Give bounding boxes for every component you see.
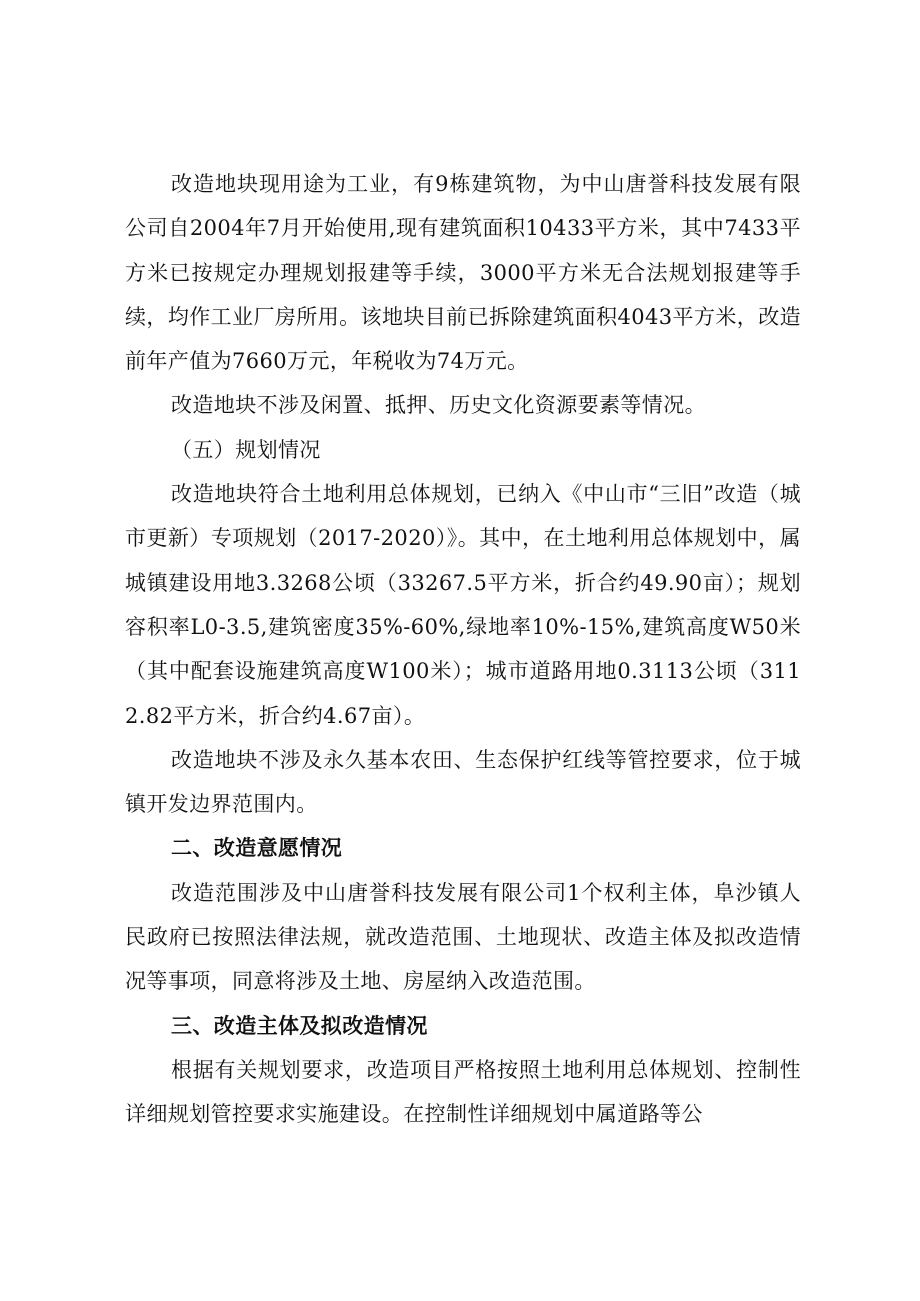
heading-subject: 三、改造主体及拟改造情况 [171, 1013, 428, 1038]
paragraph-willingness: 改造范围涉及中山唐誉科技发展有限公司1个权利主体，阜沙镇人民政府已按照法律法规，就改造范围、土地现状、改造主体及拟改造情况等事项，同意将涉及土地、房屋纳入改造范围。 [125, 880, 801, 994]
document-page [125, 162, 801, 1137]
paragraph-planning: 改造地块符合土地利用总体规划，已纳入《中山市“三旧”改造（城市更新）专项规划（2017-2020）》。其中，在土地利用总体规划中，属城镇建设用地3.3268公顷（33267.5平方米，折合约49.90亩）；规划容积率L0-3.5,建筑密度35%-60%,绿地率10%-15%,建筑高度W50米（其中配套设施建筑高度W100米）；城市道路用地0.3113公顷（3112.82平方米，折合约4.67亩）。 [125, 482, 801, 728]
paragraph-no-idle: 改造地块不涉及闲置、抵押、历史文化资源要素等情况。 [171, 393, 706, 418]
heading-willingness: 二、改造意愿情况 [171, 836, 343, 861]
paragraph-subject: 根据有关规划要求，改造项目严格按照土地利用总体规划、控制性详细规划管控要求实施建设。在控制性详细规划中属道路等公 [125, 1057, 801, 1127]
subheading-planning: （五）规划情况 [171, 437, 321, 462]
paragraph-land-use: 改造地块现用途为工业，有9栋建筑物，为中山唐誉科技发展有限公司自2004年7月开始使用,现有建筑面积10433平方米，其中7433平方米已按规定办理规划报建等手续，3000平方米无合法规划报建等手续，均作工业厂房所用。该地块目前已拆除建筑面积4043平方米，改造前年产值为7660万元，年税收为74万元。 [125, 172, 801, 374]
paragraph-farmland: 改造地块不涉及永久基本农田、生态保护红线等管控要求，位于城镇开发边界范围内。 [125, 747, 801, 817]
